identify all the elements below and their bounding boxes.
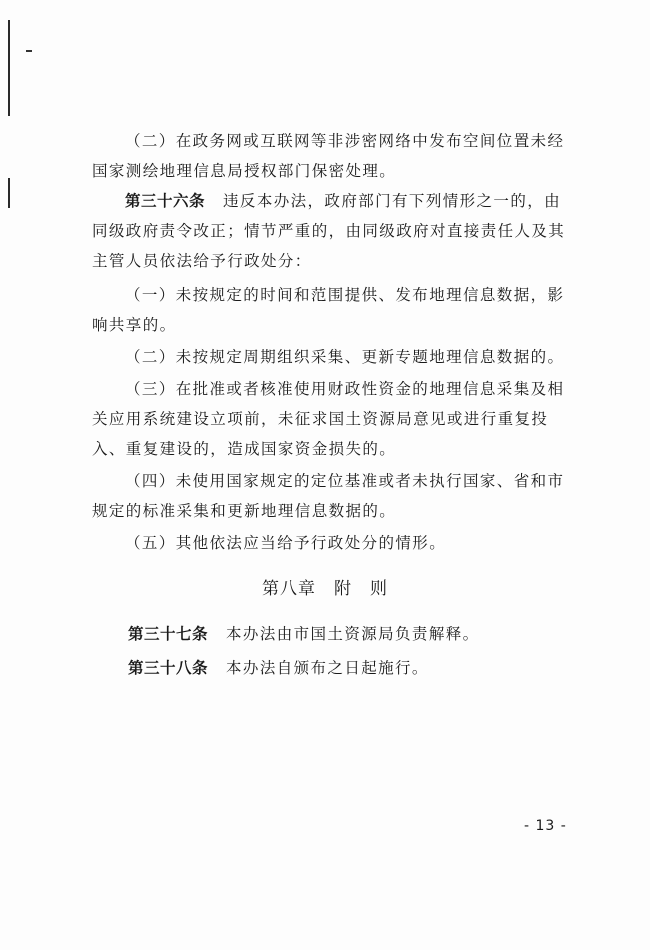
article-36-item-4: （四）未使用国家规定的定位基准或者未执行国家、省和市规定的标准采集和更新地理信息数据的。 bbox=[92, 472, 565, 520]
article-36-item-2: （二）未按规定周期组织采集、更新专题地理信息数据的。 bbox=[125, 348, 565, 366]
article-38-text: 本办法自颁布之日起施行。 bbox=[226, 659, 429, 677]
item-two-continued: （二）在政务网或互联网等非涉密网络中发布空间位置未经国家测绘地理信息局授权部门保密处理。 bbox=[92, 132, 565, 180]
article-38-number: 第三十八条 bbox=[128, 659, 209, 677]
article-37 bbox=[128, 622, 480, 644]
scan-edge-mark bbox=[8, 178, 10, 208]
chapter-heading: 第八章 附 则 bbox=[262, 579, 388, 599]
page-number: - 13 - bbox=[524, 818, 567, 834]
article-37-number: 第三十七条 bbox=[128, 625, 209, 643]
article-36-number: 第三十六条 bbox=[125, 192, 206, 210]
article-36-item-1: （一）未按规定的时间和范围提供、发布地理信息数据，影响共享的。 bbox=[92, 286, 565, 334]
article-36-item-5: （五）其他依法应当给予行政处分的情形。 bbox=[125, 534, 447, 552]
article-37-text: 本办法由市国土资源局负责解释。 bbox=[226, 625, 480, 643]
article-36-text: 违反本办法，政府部门有下列情形之一的，由同级政府责令改正；情节严重的，由同级政府对直接责任人及其主管人员依法给予行政处分： bbox=[92, 192, 566, 270]
article-36-item-3: （三）在批准或者核准使用财政性资金的地理信息采集及相关应用系统建设立项前，未征求国土资源局意见或进行重复投入、重复建设的，造成国家资金损失的。 bbox=[92, 380, 565, 458]
article-38 bbox=[128, 656, 429, 678]
scan-edge-mark bbox=[8, 20, 10, 116]
scan-speck bbox=[26, 50, 32, 52]
article-36 bbox=[92, 186, 576, 276]
